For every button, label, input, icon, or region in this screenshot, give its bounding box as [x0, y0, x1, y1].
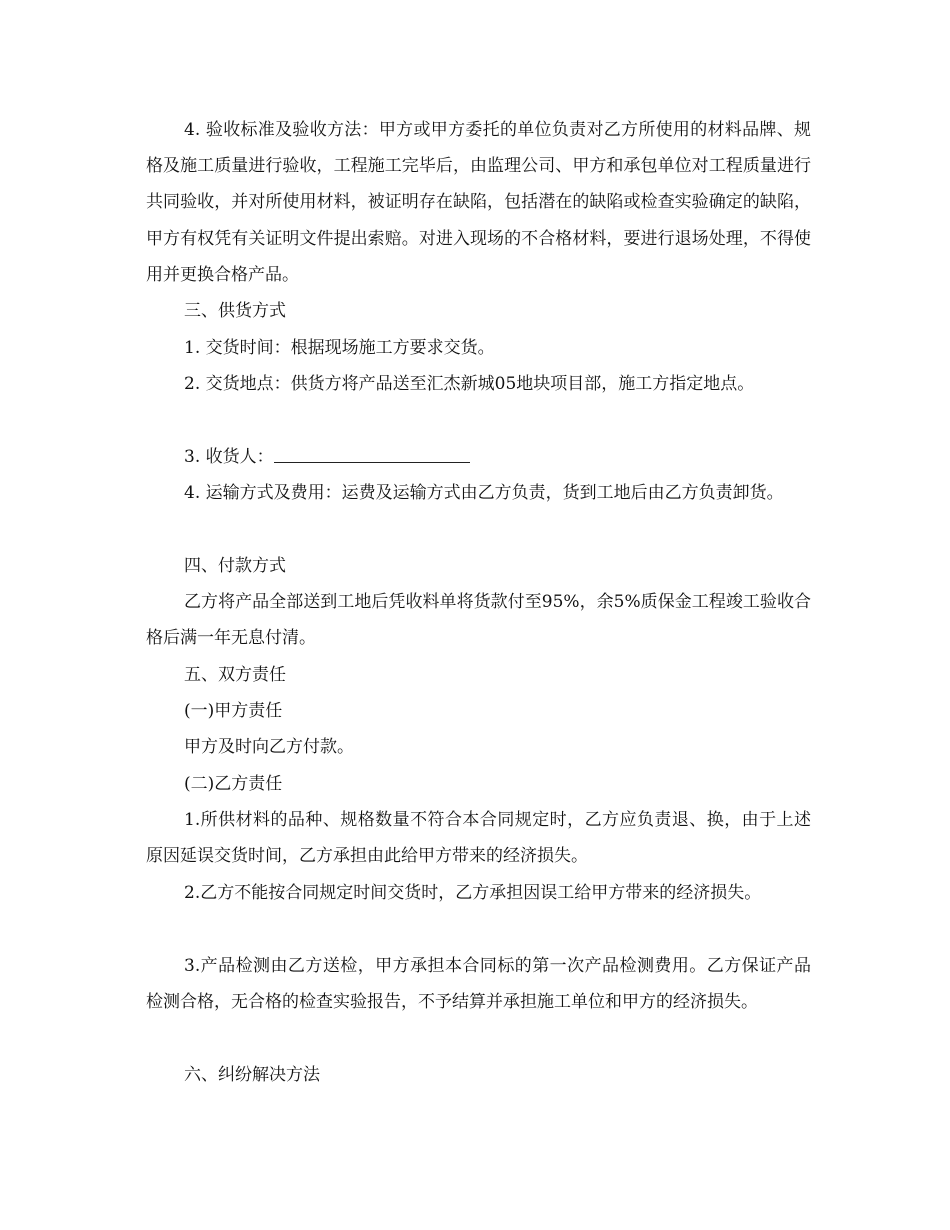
acceptance-paragraph: 4. 验收标准及验收方法：甲方或甲方委托的单位负责对乙方所使用的材料品牌、规格及施工质量进行验收，工程施工完毕后，由监理公司、甲方和承包单位对工程质量进行共同验收，并对所使用材料，被证明存在缺陷，包括潜在的缺陷或检查实验确定的缺陷，甲方有权凭有关证明文件提出索赔。对进入现场的不合格材料，要进行退场处理，不得使用并更换合格产品。 [146, 120, 811, 285]
section-5-heading: 五、双方责任 [184, 665, 286, 685]
section-4-heading: 四、付款方式 [184, 556, 286, 576]
section-3-heading: 三、供货方式 [184, 301, 286, 321]
receiver-paragraph [146, 439, 811, 475]
party-b-heading: (二)乙方责任 [184, 774, 283, 794]
party-a-duty: 甲方及时向乙方付款。 [184, 737, 354, 757]
party-a-heading: (一)甲方责任 [184, 701, 283, 721]
receiver-blank-line [274, 446, 470, 463]
delivery-time-paragraph: 1. 交货时间：根据现场施工方要求交货。 [184, 338, 495, 358]
transport-paragraph: 4. 运输方式及费用：运费及运输方式由乙方负责，货到工地后由乙方负责卸货。 [184, 483, 784, 503]
delivery-place-paragraph: 2. 交货地点：供货方将产品送至汇杰新城05地块项目部，施工方指定地点。 [184, 374, 755, 394]
payment-paragraph: 乙方将产品全部送到工地后凭收料单将货款付至95%，余5%质保金工程竣工验收合格后满一年无息付清。 [146, 592, 811, 649]
section-6-heading: 六、纠纷解决方法 [184, 1065, 320, 1085]
party-b-item-2: 2.乙方不能按合同规定时间交货时，乙方承担因误工给甲方带来的经济损失。 [184, 883, 762, 903]
receiver-label: 3. 收货人： [184, 447, 274, 467]
party-b-item-1: 1.所供材料的品种、规格数量不符合本合同规定时，乙方应负责退、换，由于上述原因延误交货时间，乙方承担由此给甲方带来的经济损失。 [146, 810, 811, 867]
party-b-item-3: 3.产品检测由乙方送检，甲方承担本合同标的第一次产品检测费用。乙方保证产品检测合格，无合格的检查实验报告，不予结算并承担施工单位和甲方的经济损失。 [146, 956, 811, 1013]
